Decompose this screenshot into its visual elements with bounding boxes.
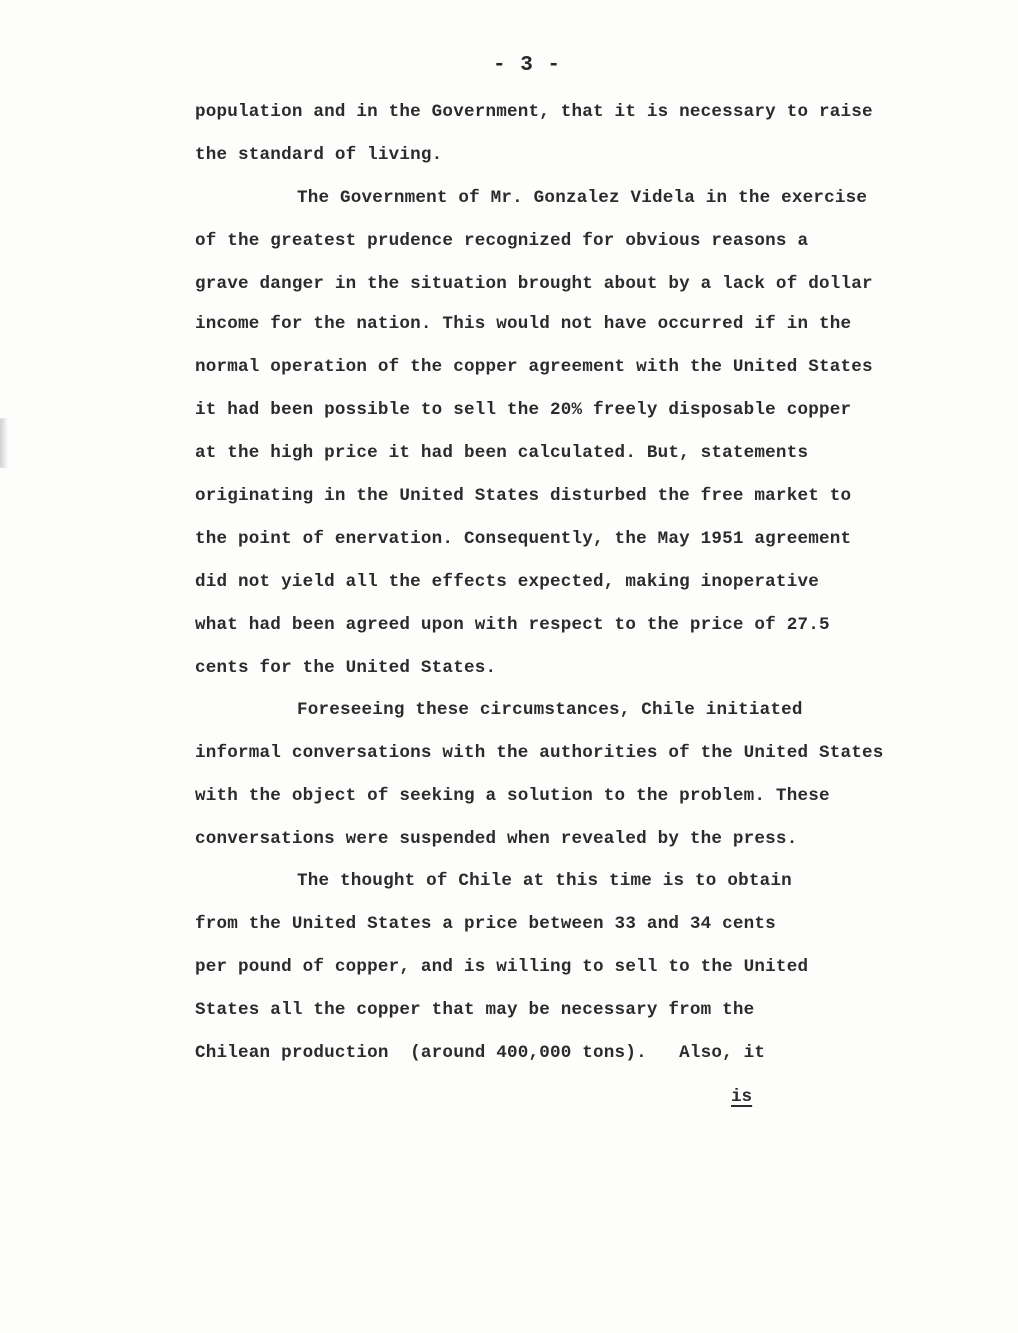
page-number: - 3 -	[492, 54, 561, 77]
text-line: income for the nation. This would not have occurred if in the	[195, 314, 852, 334]
text-line: cents for the United States.	[195, 658, 497, 678]
paragraph-first-line: The thought of Chile at this time is to obtain	[297, 871, 792, 891]
text-line: the point of enervation. Consequently, the May 1951 agreement	[195, 529, 852, 549]
paragraph-first-line: Foreseeing these circumstances, Chile initiated	[297, 700, 803, 720]
text-line: per pound of copper, and is willing to sell to the United	[195, 957, 809, 977]
text-line: conversations were suspended when revealed by the press.	[195, 829, 798, 849]
text-line: the standard of living.	[195, 145, 443, 165]
text-line: with the object of seeking a solution to the problem. These	[195, 786, 830, 806]
text-line: did not yield all the effects expected, making inoperative	[195, 572, 819, 592]
text-line: population and in the Government, that it is necessary to raise	[195, 102, 873, 122]
paragraph-first-line: The Government of Mr. Gonzalez Videla in the exercise	[297, 188, 868, 208]
text-line: of the greatest prudence recognized for obvious reasons a	[195, 231, 809, 251]
text-line: grave danger in the situation brought about by a lack of dollar	[195, 274, 873, 294]
text-line: normal operation of the copper agreement with the United States	[195, 357, 873, 377]
text-line: States all the copper that may be necessary from the	[195, 1000, 755, 1020]
text-line: informal conversations with the authorities of the United States	[195, 743, 884, 763]
text-line: originating in the United States disturbed the free market to	[195, 486, 852, 506]
catchword: is	[731, 1087, 753, 1107]
text-line: what had been agreed upon with respect to the price of 27.5	[195, 615, 830, 635]
text-line: Chilean production (around 400,000 tons). Also, it	[195, 1043, 766, 1063]
text-line: from the United States a price between 33 and 34 cents	[195, 914, 776, 934]
text-line: it had been possible to sell the 20% freely disposable copper	[195, 400, 852, 420]
text-line: at the high price it had been calculated. But, statements	[195, 443, 809, 463]
paper-edge-mark	[0, 418, 8, 468]
